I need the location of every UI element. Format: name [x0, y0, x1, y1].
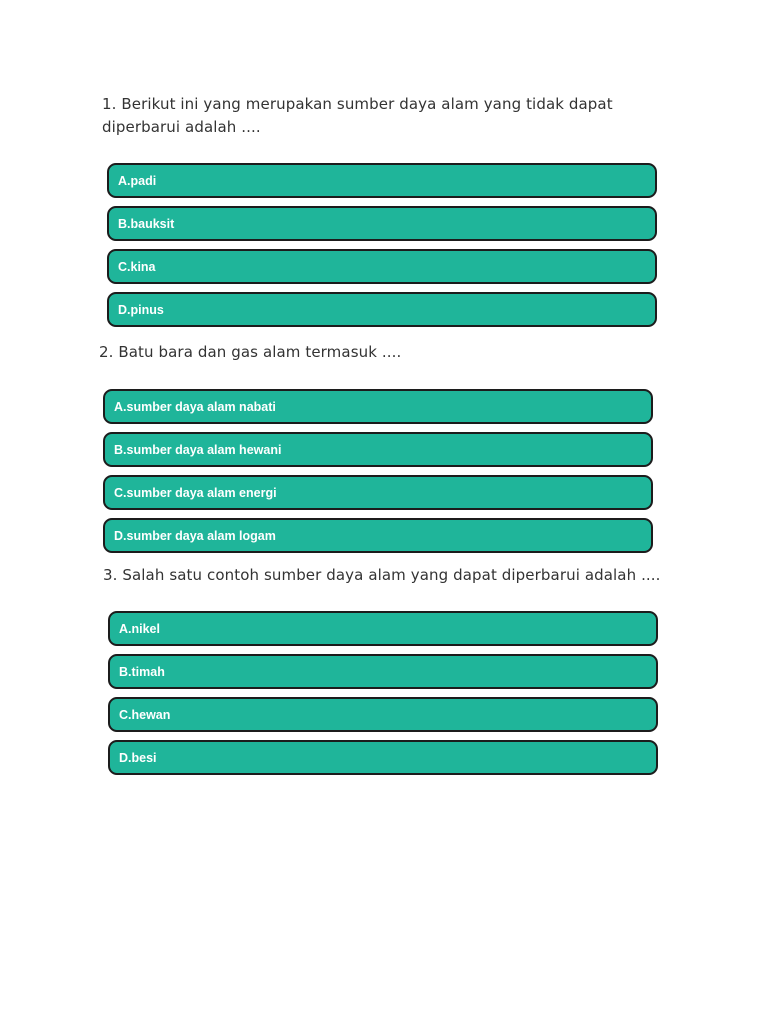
question-2-option-d[interactable]: D.sumber daya alam logam	[103, 518, 653, 553]
question-1-option-d[interactable]: D.pinus	[107, 292, 657, 327]
question-1-option-b[interactable]: B.bauksit	[107, 206, 657, 241]
question-2-options	[103, 389, 653, 561]
question-2-option-b[interactable]: B.sumber daya alam hewani	[103, 432, 653, 467]
question-1-option-a[interactable]: A.padi	[107, 163, 657, 198]
question-3-option-b[interactable]: B.timah	[108, 654, 658, 689]
question-3-option-c[interactable]: C.hewan	[108, 697, 658, 732]
question-2-option-c[interactable]: C.sumber daya alam energi	[103, 475, 653, 510]
question-2-option-a[interactable]: A.sumber daya alam nabati	[103, 389, 653, 424]
question-3-text: 3. Salah satu contoh sumber daya alam yang dapat diperbarui adalah ....	[103, 566, 661, 584]
question-3-options	[108, 611, 658, 783]
question-2-text: 2. Batu bara dan gas alam termasuk ....	[99, 343, 402, 361]
question-1-option-c[interactable]: C.kina	[107, 249, 657, 284]
question-3-option-d[interactable]: D.besi	[108, 740, 658, 775]
question-3-option-a[interactable]: A.nikel	[108, 611, 658, 646]
question-1-text: 1. Berikut ini yang merupakan sumber daya alam yang tidak dapat diperbarui adalah ....	[102, 95, 613, 136]
question-1-options	[107, 163, 657, 335]
